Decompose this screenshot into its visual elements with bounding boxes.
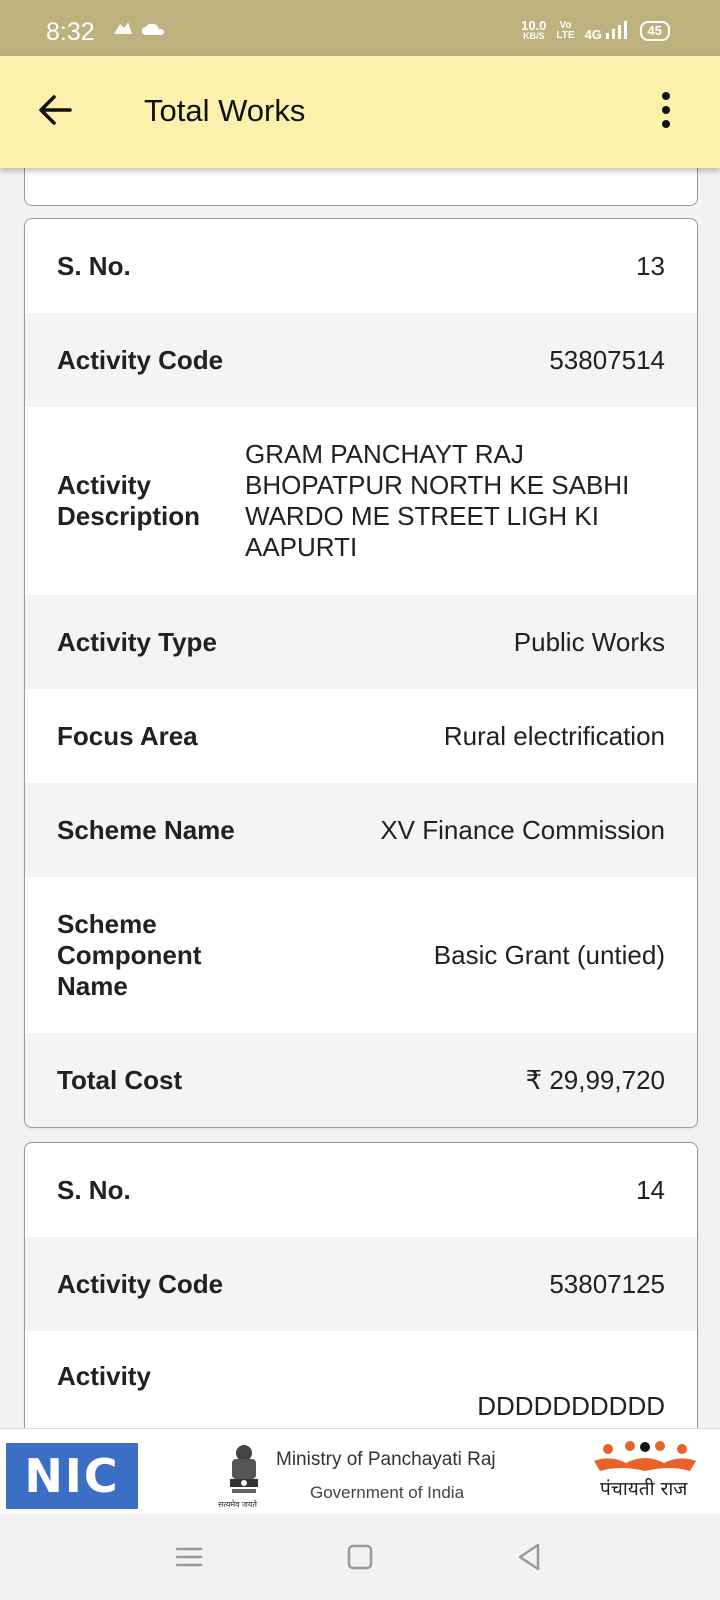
app-bar — [0, 56, 720, 168]
row-total-cost: Total Cost ₹ 29,99,720 — [25, 1033, 697, 1127]
menu-lines-icon — [172, 1540, 206, 1574]
government-name: Government of India — [310, 1483, 465, 1502]
net-speed: 10.0 KB/S — [521, 18, 547, 41]
sno-value: 14 — [636, 1174, 665, 1205]
overflow-menu-button[interactable] — [656, 92, 676, 132]
status-notification-icons — [112, 20, 172, 46]
more-vert-icon — [662, 92, 670, 100]
status-bar — [0, 0, 720, 56]
activity-description-value: DDDDDDDDDD — [477, 1391, 665, 1421]
activity-code-value: 53807514 — [549, 344, 665, 375]
ministry-name: Ministry of Panchayati Raj — [276, 1449, 496, 1470]
activity-type-value: Public Works — [513, 626, 665, 657]
recents-button[interactable] — [172, 1540, 206, 1574]
row-activity-description: Activity Description GRAM PANCHAYT RAJ BHOPATPUR NORTH KE SABHI WARDO ME STREET LIGH KI AAPURTI — [25, 407, 697, 595]
focus-area-value: Rural electrification — [443, 720, 665, 751]
work-card[interactable] — [24, 218, 698, 1128]
panchayati-raj-text: पंचायती राज — [600, 1478, 688, 1500]
total-cost-value: ₹ 29,99,720 — [525, 1064, 665, 1095]
panchayati-raj-emblem-icon — [590, 1441, 700, 1477]
status-indicators — [521, 20, 670, 42]
row-activity-code: Activity Code 53807514 — [25, 313, 697, 407]
back-button[interactable] — [34, 88, 78, 132]
row-scheme-component: Scheme Component Name Basic Grant (untied) — [57, 908, 665, 1001]
scheme-component-value: Basic Grant (untied) — [433, 939, 665, 970]
square-home-icon — [343, 1540, 377, 1574]
row-activity-type: Activity Type Public Works — [25, 595, 697, 689]
arrow-left-icon — [34, 88, 78, 132]
row-activity-description: Activity DDDDDDDDDD — [57, 1361, 665, 1421]
previous-card-edge — [24, 168, 698, 206]
volte-indicator: Vo LTE — [556, 20, 575, 41]
works-list[interactable] — [0, 168, 720, 1428]
signal-bars-icon — [606, 21, 630, 39]
scheme-name-value: XV Finance Commission — [380, 814, 665, 845]
row-sno: S. No. 13 — [57, 250, 665, 281]
page-title: Total Works — [144, 93, 306, 128]
activity-description-value: GRAM PANCHAYT RAJ BHOPATPUR NORTH KE SABHI WARDO ME STREET LIGH KI AAPURTI — [245, 439, 630, 562]
row-activity-code: Activity Code 53807125 — [25, 1237, 697, 1331]
back-nav-button[interactable] — [512, 1540, 546, 1574]
home-button[interactable] — [343, 1540, 377, 1574]
battery-icon: 45 — [640, 21, 670, 41]
row-scheme-name: Scheme Name XV Finance Commission — [25, 783, 697, 877]
row-sno: S. No. 14 — [57, 1174, 665, 1205]
national-emblem-logo: सत्यमेव जयते — [222, 1443, 266, 1511]
cloud-icon — [112, 20, 172, 40]
sno-value: 13 — [636, 250, 665, 281]
status-time: 8:32 — [46, 18, 95, 46]
signal-icon: 4G — [585, 21, 630, 42]
footer — [0, 1428, 720, 1515]
activity-code-value: 53807125 — [549, 1268, 665, 1299]
work-card[interactable] — [24, 1142, 698, 1428]
system-nav-bar — [0, 1514, 720, 1600]
nic-logo: NIC — [6, 1443, 138, 1509]
triangle-back-icon — [512, 1540, 546, 1574]
row-focus-area: Focus Area Rural electrification — [57, 720, 665, 751]
